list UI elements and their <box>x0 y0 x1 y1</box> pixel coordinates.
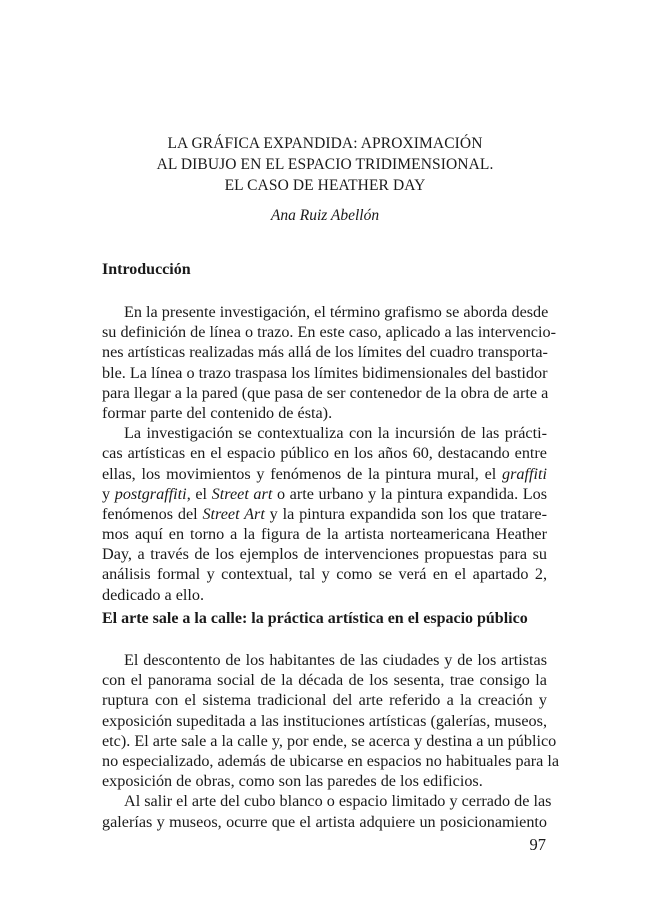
body-line: etc). El arte sale a la calle y, por ende, se acerca y destina a un público <box>102 731 557 750</box>
body-line: Al salir el arte del cubo blanco o espacio limitado y cerrado de las <box>124 792 552 811</box>
text-run: y <box>102 484 111 503</box>
section-heading-arte-sale-a-la-calle: El arte sale a la calle: la práctica artística en el espacio público <box>102 610 528 627</box>
body-line: exposición supeditada a las instituciones artísticas (galerías, museos, <box>102 711 547 730</box>
title-line: AL DIBUJO EN EL ESPACIO TRIDIMENSIONAL. <box>156 156 494 173</box>
page-number: 97 <box>529 835 546 854</box>
italic-term: postgraffiti <box>114 484 187 503</box>
section-heading-introduccion: Introducción <box>102 261 191 278</box>
italic-term: Street art <box>211 484 273 503</box>
body-line: exposición de obras, como son las paredes de los edificios. <box>102 772 483 791</box>
body-line: formar parte del contenido de ésta). <box>102 403 333 422</box>
body-line <box>102 464 547 484</box>
body-line: cas artísticas en el espacio público en los años 60, destacando entre <box>102 444 547 463</box>
text-run: ellas, los movimientos y fenómenos de la pintura mural, el <box>102 464 497 483</box>
body-line: para llegar a la pared (que pasa de ser contenedor de la obra de arte a <box>102 383 549 402</box>
body-line: ble. La línea o trazo traspasa los límites bidimensionales del bastidor <box>102 363 548 382</box>
body-line: su definición de línea o trazo. En este caso, aplicado a las intervencio- <box>102 323 556 342</box>
text-run: y la pintura expandida son los que tratare- <box>269 504 548 523</box>
text-run: , el <box>186 484 208 503</box>
title-line: LA GRÁFICA EXPANDIDA: APROXIMACIÓN <box>167 135 483 152</box>
italic-term: Street Art <box>202 504 265 523</box>
body-line: nes artísticas realizadas más allá de los límites del cuadro transporta- <box>102 343 548 362</box>
title-line: EL CASO DE HEATHER DAY <box>224 177 426 194</box>
section-body-arte-sale-a-la-calle <box>102 650 560 832</box>
body-line: con el panorama social de la década de los sesenta, trae consigo la <box>102 671 547 690</box>
body-line <box>102 484 547 504</box>
body-line: ruptura con el sistema tradicional del arte referido a la creación y <box>102 691 547 710</box>
body-line: galerías y museos, ocurre que el artista adquiere un posicionamiento <box>102 812 547 831</box>
body-line: El descontento de los habitantes de las ciudades y de los artistas <box>124 651 547 669</box>
body-line <box>102 504 547 524</box>
paper-title <box>100 133 550 196</box>
section-body-introduccion <box>102 302 556 605</box>
body-line: mos aquí en torno a la figura de la artista norteamericana Heather <box>102 525 547 544</box>
body-line: En la presente investigación, el término grafismo se aborda desde <box>124 303 549 321</box>
body-line: La investigación se contextualiza con la incursión de las prácti- <box>124 424 547 443</box>
italic-term: graffiti <box>502 464 547 483</box>
author-name: Ana Ruiz Abellón <box>270 207 380 224</box>
body-line: análisis formal y contextual, tal y como se verá en el apartado 2, <box>102 565 547 584</box>
body-line: dedicado a ello. <box>102 585 205 604</box>
text-run: o arte urbano y la pintura expandida. Los <box>276 484 548 503</box>
body-line: no especializado, además de ubicarse en espacios no habituales para la <box>102 751 560 770</box>
text-run: fenómenos del <box>102 504 198 523</box>
body-line: Day, a través de los ejemplos de intervenciones propuestas para su <box>102 545 547 564</box>
